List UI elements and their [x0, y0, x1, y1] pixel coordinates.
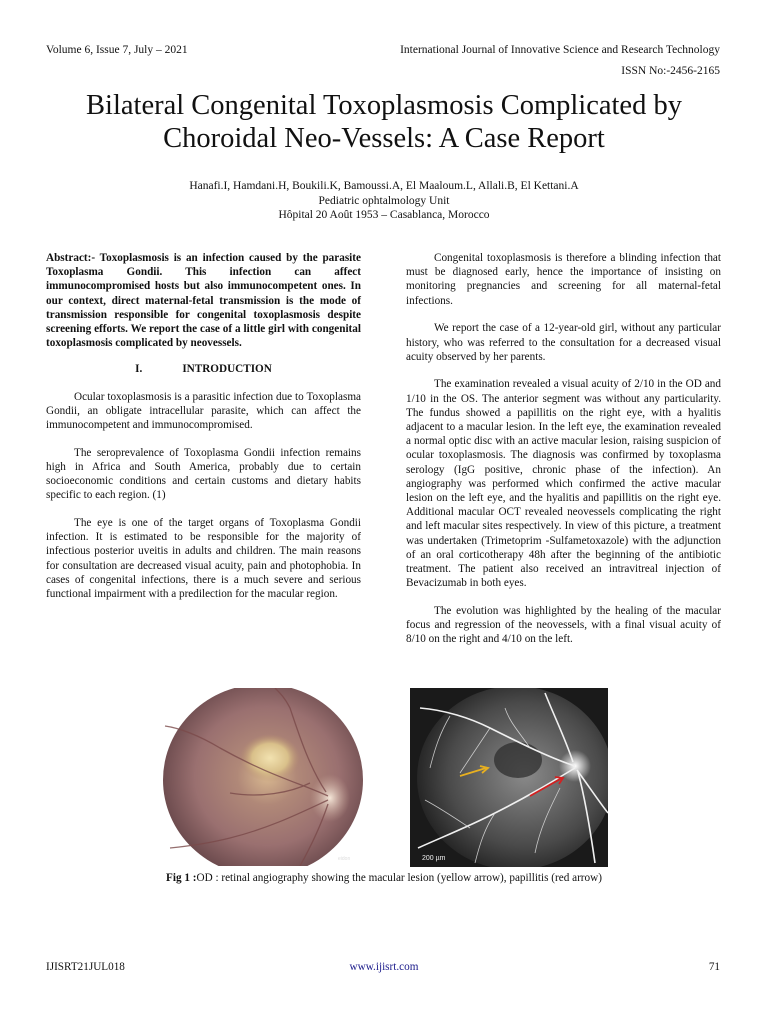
title-line-1: Bilateral Congenital Toxoplasmosis Complicated by — [86, 90, 682, 121]
paragraph: The eye is one of the target organs of Toxoplasma Gondii infection. It is estimated to be responsible for the majority of infectious posterior uveitis in adults and children. The main reasons for consultation are decreased visual acuity, pain and photophobia. In cases of congenital infections, there is a much severe and serious functional impairment with a predilection for the macular region. — [46, 517, 361, 601]
footer-code: IJISRT21JUL018 — [46, 961, 125, 973]
angiography-photo — [410, 688, 608, 867]
author-unit: Pediatric ophtalmology Unit — [318, 194, 450, 207]
paragraph: The examination revealed a visual acuity of 2/10 in the OD and 1/10 in the OS. The anterior segment was without any particularity. The fundus showed a papillitis on the right eye, with a hyalitis adjacent to a macular lesion. In the left eye, the examination revealed a normal optic disc with an active macular lesion, raising suspicion of ocular toxoplasmosis. The diagnosis was confirmed by toxoplasma serology (IgG positive, chronic phase of the infection). An angiography was performed which confirmed the active macular lesion on the left eye, and the hyalitis and papillitis on the right eye. Additional macular OCT revealed neovessels complicating the right and left macular sites respectively. In view of this picture, a treatment was undertaken (Trimetoprim -Sulfametoxazole) with the adjunction of an oral corticotherapy 48h after the beginning of the antibiotic treatment. The patient also received an intravitreal injection of Bevacizumab in both eyes. — [406, 378, 721, 590]
section-number: I. — [135, 363, 143, 376]
author-names: Hanafi.I, Hamdani.H, Boukili.K, Bamoussi.A, El Maaloum.L, Allali.B, El Kettani.A — [189, 180, 579, 192]
title-line-2: Choroidal Neo-Vessels: A Case Report — [163, 123, 605, 154]
figure-caption-label: Fig 1 : — [166, 872, 197, 884]
angiography-graphic — [410, 688, 608, 867]
page-number: 71 — [708, 961, 720, 973]
fundus-photo-graphic — [160, 688, 365, 866]
figure-caption — [46, 872, 722, 884]
paragraph: We report the case of a 12-year-old girl, without any particular history, who was referred to the consultation for a decreased visual acuity observed by her parents. — [406, 322, 721, 363]
volume-issue: Volume 6, Issue 7, July – 2021 — [46, 44, 188, 56]
paper-title — [30, 89, 738, 155]
paragraph: The seroprevalence of Toxoplasma Gondii infection remains high in Africa and South America, probably due to certain socioeconomic conditions and certain customs and dietary habits specific to each region. (1) — [46, 446, 361, 502]
abstract: Abstract:- Toxoplasmosis is an infection caused by the parasite Toxoplasma Gondii. This infection can affect immunocompromised hosts but also immunocompetent ones. In our context, direct maternal-fetal transmission is the mode of transmission responsible for congenital toxoplasmosis despite screening efforts. We report the case of a little girl with congenital toxoplasmosis complicated by neovessels. — [46, 252, 361, 350]
scale-bar-label: 200 µm — [422, 855, 446, 862]
paragraph: The evolution was highlighted by the healing of the macular focus and regression of the neovessels, with a final visual acuity of 8/10 on the right and 4/10 on the left. — [406, 604, 721, 646]
figure-caption-text: OD : retinal angiography showing the macular lesion (yellow arrow), papillitis (red arrow) — [196, 872, 602, 884]
section-title: INTRODUCTION — [182, 363, 272, 376]
paragraph: Ocular toxoplasmosis is a parasitic infection due to Toxoplasma Gondii, an obligate intracellular parasite, which can affect the immunocompetent and immunocompromised. — [46, 390, 361, 432]
author-hospital: Hôpital 20 Août 1953 – Casablanca, Morocco — [278, 209, 490, 221]
author-block — [30, 179, 738, 223]
right-column — [406, 251, 721, 660]
fundus-photo — [160, 688, 365, 866]
paragraph: Congenital toxoplasmosis is therefore a blinding infection that must be diagnosed early, hence the importance of insisting on monitoring pregnancies and screening for all maternal-fetal infections. — [406, 252, 721, 307]
section-heading — [46, 362, 361, 376]
journal-name: International Journal of Innovative Science and Research Technology — [400, 44, 720, 56]
photo-watermark: eidon — [338, 856, 351, 862]
footer-website-link[interactable]: www.ijisrt.com — [349, 961, 419, 973]
left-column — [46, 251, 361, 615]
issn: ISSN No:-2456-2165 — [621, 65, 720, 77]
